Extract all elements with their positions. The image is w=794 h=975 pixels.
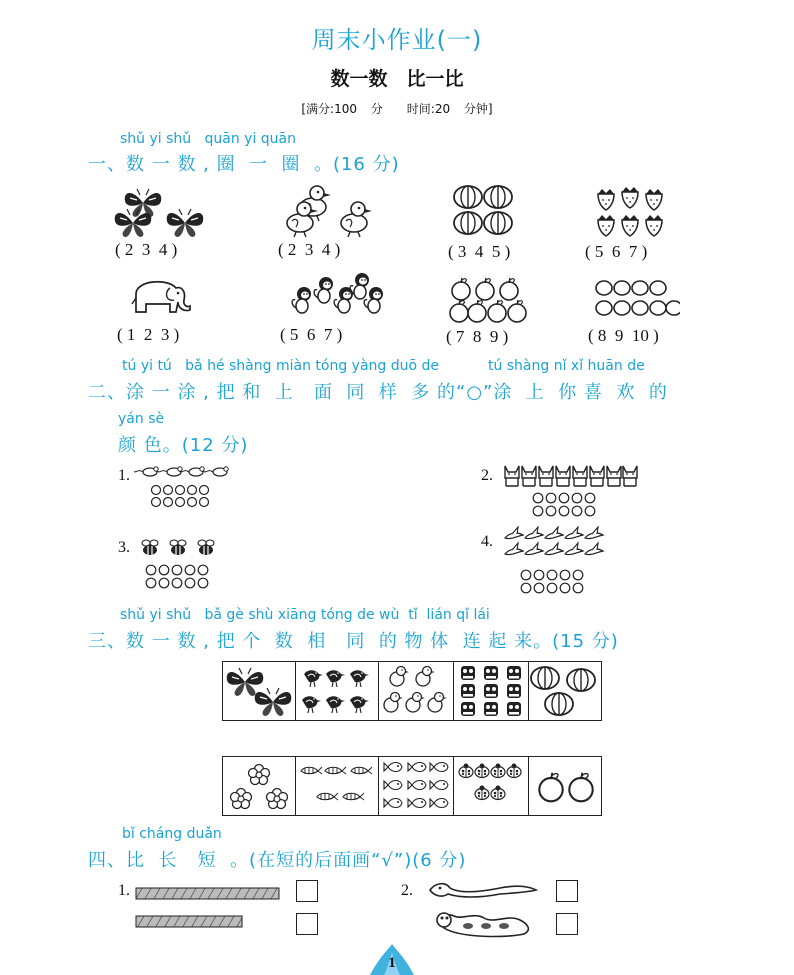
answer-box-2b[interactable] bbox=[556, 913, 578, 935]
strawberries-picture bbox=[592, 184, 672, 240]
answer-box-1b[interactable] bbox=[296, 913, 318, 935]
cell-birds[interactable] bbox=[296, 662, 379, 720]
cell-pandas[interactable] bbox=[454, 662, 529, 720]
section-2-pinyin: tú yi tú bǎ hé shàng miàn tóng yàng duō de tú shàng nǐ xǐ huān de bbox=[122, 358, 645, 374]
cell-fishes[interactable] bbox=[379, 757, 454, 815]
section-2-pinyin-2: yán sè bbox=[118, 411, 165, 427]
section-4-pinyin: bǐ cháng duǎn bbox=[122, 826, 222, 842]
section-2-heading-2: 颜 色。(12 分) bbox=[118, 435, 249, 456]
cell-chicks[interactable] bbox=[379, 662, 454, 720]
section-1-heading: 一、数 一 数 , 圈 一 圈 。(16 分) bbox=[88, 154, 400, 175]
apples-picture bbox=[447, 275, 537, 325]
elephant-picture bbox=[122, 268, 222, 324]
item-label-4: 4. bbox=[481, 533, 493, 550]
choice-butterflies[interactable]: ( 2 3 4 ) bbox=[115, 240, 178, 259]
choice-ducks[interactable]: ( 2 3 4 ) bbox=[278, 240, 341, 259]
cell-ladybugs[interactable] bbox=[454, 757, 529, 815]
section-1-pinyin: shǔ yi shǔ quān yi quān bbox=[120, 131, 297, 147]
answer-box-2a[interactable] bbox=[556, 880, 578, 902]
cell-flowers[interactable] bbox=[223, 757, 296, 815]
ducks-picture bbox=[278, 183, 388, 239]
snakes-picture bbox=[420, 874, 546, 944]
striped-bars bbox=[134, 886, 284, 932]
page-title: 周末小作业(一) bbox=[311, 26, 483, 54]
upper-picture-row bbox=[222, 661, 602, 721]
score-time-info: [满分:100 分 时间:20 分钟] bbox=[301, 102, 493, 116]
page-subtitle: 数一数 比一比 bbox=[330, 68, 464, 90]
choice-monkeys[interactable]: ( 5 6 7 ) bbox=[280, 325, 343, 344]
cell-apples[interactable] bbox=[529, 757, 601, 815]
cell-butterflies[interactable] bbox=[223, 662, 296, 720]
section-4-heading: 四、比 长 短 。(在短的后面画“√”)(6 分) bbox=[88, 850, 467, 871]
mice-and-circles bbox=[134, 460, 244, 510]
item-label-3: 3. bbox=[118, 539, 130, 556]
monkeys-picture bbox=[284, 268, 394, 324]
bees-and-circles bbox=[134, 534, 224, 590]
page-number: 1 bbox=[388, 955, 396, 971]
birds-and-circles bbox=[498, 526, 614, 598]
item-label-1: 1. bbox=[118, 467, 130, 484]
cats-and-circles bbox=[500, 460, 640, 518]
section-3-pinyin: shǔ yi shǔ bǎ gè shù xiāng tóng de wù tǐ lián qǐ lái bbox=[120, 607, 490, 623]
answer-box-1a[interactable] bbox=[296, 880, 318, 902]
item-label-4-1: 1. bbox=[118, 882, 130, 899]
item-label-2: 2. bbox=[481, 467, 493, 484]
choice-elephant[interactable]: ( 1 2 3 ) bbox=[117, 325, 180, 344]
oranges-picture bbox=[590, 276, 680, 322]
pumpkins-picture bbox=[450, 183, 520, 239]
section-2-heading: 二、涂 一 涂 , 把 和 上 面 同 样 多 的“○”涂 上 你 喜 欢 的 bbox=[88, 382, 668, 403]
choice-pumpkins[interactable]: ( 3 4 5 ) bbox=[448, 242, 511, 261]
cell-pumpkins[interactable] bbox=[529, 662, 601, 720]
cell-shrimps[interactable] bbox=[296, 757, 379, 815]
item-label-4-2: 2. bbox=[401, 882, 413, 899]
choice-apples[interactable]: ( 7 8 9 ) bbox=[446, 327, 509, 346]
section-3-heading: 三、数 一 数 , 把 个 数 相 同 的 物 体 连 起 来。(15 分) bbox=[88, 631, 619, 652]
butterflies-picture bbox=[113, 185, 213, 237]
choice-strawberries[interactable]: ( 5 6 7 ) bbox=[585, 242, 648, 261]
choice-oranges[interactable]: ( 8 9 10 ) bbox=[588, 326, 659, 345]
lower-picture-row bbox=[222, 756, 602, 816]
